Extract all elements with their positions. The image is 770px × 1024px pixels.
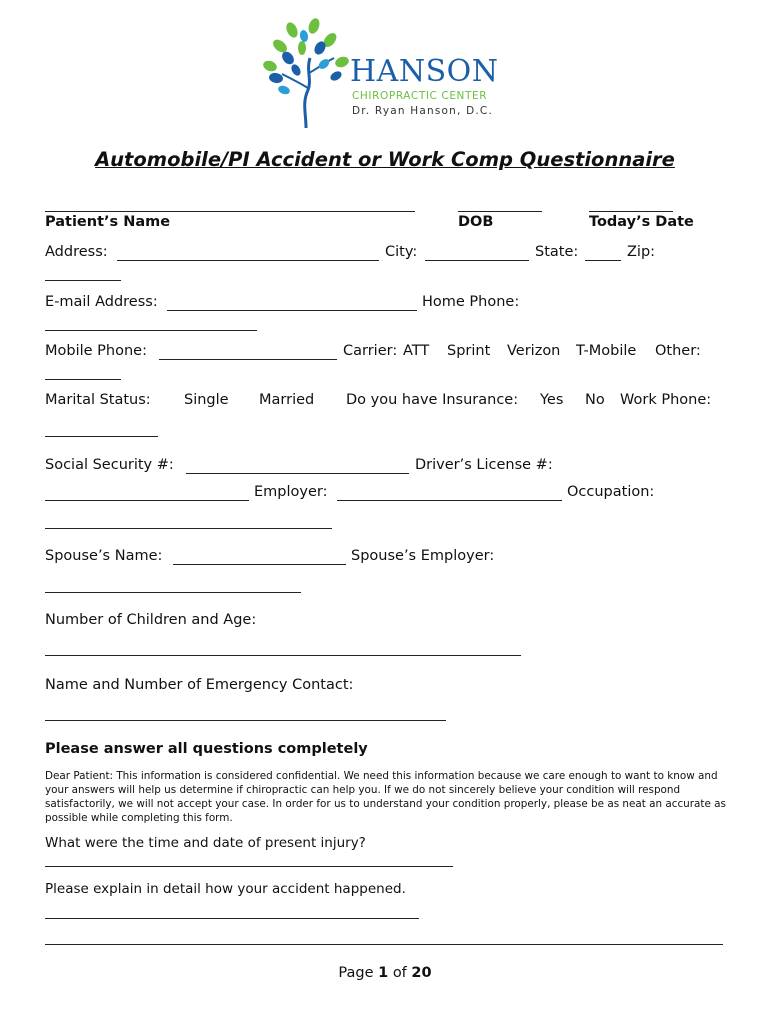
- address-label: Address:: [45, 244, 108, 260]
- marital-option-single[interactable]: Single: [184, 392, 229, 408]
- carrier-option-tmobile[interactable]: T-Mobile: [576, 343, 637, 359]
- home-phone-line[interactable]: [45, 330, 257, 331]
- todays-date-label: Today’s Date: [589, 214, 694, 230]
- mobile-phone-line[interactable]: [159, 359, 337, 360]
- zip-line[interactable]: [45, 280, 121, 281]
- work-phone-label: Work Phone:: [620, 392, 712, 408]
- todays-date-line[interactable]: [589, 211, 673, 212]
- state-line[interactable]: [585, 260, 621, 261]
- spouse-employer-line[interactable]: [45, 592, 301, 593]
- instructions-heading: Please answer all questions completely: [45, 741, 368, 757]
- city-line[interactable]: [425, 260, 529, 261]
- ssn-label: Social Security #:: [45, 457, 174, 473]
- insurance-question: Do you have Insurance:: [346, 392, 519, 408]
- zip-label: Zip:: [627, 244, 656, 260]
- work-phone-line[interactable]: [45, 436, 158, 437]
- carrier-option-sprint[interactable]: Sprint: [447, 343, 491, 359]
- employer-label: Employer:: [254, 484, 328, 500]
- spouse-name-label: Spouse’s Name:: [45, 548, 163, 564]
- spouse-name-line[interactable]: [173, 564, 346, 565]
- clinic-name: HANSON: [350, 54, 499, 89]
- insurance-option-yes[interactable]: Yes: [540, 392, 564, 408]
- page-indicator: [0, 965, 770, 981]
- occupation-label: Occupation:: [567, 484, 655, 500]
- occupation-line[interactable]: [45, 528, 332, 529]
- children-label: Number of Children and Age:: [45, 612, 257, 628]
- email-label: E-mail Address:: [45, 294, 158, 310]
- injury-time-line[interactable]: [45, 866, 453, 867]
- carrier-other-line[interactable]: [45, 379, 121, 380]
- home-phone-label: Home Phone:: [422, 294, 520, 310]
- patient-name-line[interactable]: [45, 211, 415, 212]
- children-line[interactable]: [45, 655, 521, 656]
- dob-label: DOB: [458, 214, 494, 230]
- employer-line[interactable]: [337, 500, 562, 501]
- clinic-subtitle: CHIROPRACTIC CENTER: [352, 90, 488, 102]
- emergency-contact-label: Name and Number of Emergency Contact:: [45, 677, 354, 693]
- patient-name-label: Patient’s Name: [45, 214, 171, 230]
- accident-detail-line-2[interactable]: [45, 944, 723, 945]
- drivers-license-label: Driver’s License #:: [415, 457, 553, 473]
- tree-logo-icon: [262, 18, 352, 133]
- email-line[interactable]: [167, 310, 417, 311]
- question-injury-time: What were the time and date of present injury?: [45, 835, 366, 851]
- clinic-doctor: Dr. Ryan Hanson, D.C.: [352, 105, 493, 117]
- accident-detail-line-1[interactable]: [45, 918, 419, 919]
- question-accident-detail: Please explain in detail how your accident happened.: [45, 881, 406, 897]
- city-label: City:: [385, 244, 418, 260]
- carrier-option-att[interactable]: ATT: [403, 343, 430, 359]
- page-number: 1: [378, 965, 389, 981]
- spouse-employer-label: Spouse’s Employer:: [351, 548, 495, 564]
- insurance-option-no[interactable]: No: [585, 392, 605, 408]
- carrier-option-other[interactable]: Other:: [655, 343, 701, 359]
- carrier-option-verizon[interactable]: Verizon: [507, 343, 561, 359]
- marital-option-married[interactable]: Married: [259, 392, 315, 408]
- state-label: State:: [535, 244, 579, 260]
- mobile-phone-label: Mobile Phone:: [45, 343, 147, 359]
- instructions-body: Dear Patient: This information is considered confidential. We need this information because we care enough to want to know and your answers will help us determine if chiropractic can help you. If we do not sincerely believe your condition will respond satisfactorily, we will not accept your case. In order for us to understand your condition properly, please be as neat an accurate as possible while completing this form.: [45, 770, 726, 824]
- form-title: Automobile/PI Accident or Work Comp Questionnaire: [95, 148, 675, 171]
- drivers-license-line[interactable]: [45, 500, 249, 501]
- ssn-line[interactable]: [186, 473, 409, 474]
- dob-line[interactable]: [458, 211, 542, 212]
- of-word: of: [392, 965, 407, 981]
- page-total: 20: [411, 965, 432, 981]
- address-line[interactable]: [117, 260, 379, 261]
- page-word: Page: [338, 965, 374, 981]
- carrier-label: Carrier:: [343, 343, 398, 359]
- clinic-logo: [262, 18, 512, 133]
- emergency-contact-line[interactable]: [45, 720, 446, 721]
- marital-status-label: Marital Status:: [45, 392, 151, 408]
